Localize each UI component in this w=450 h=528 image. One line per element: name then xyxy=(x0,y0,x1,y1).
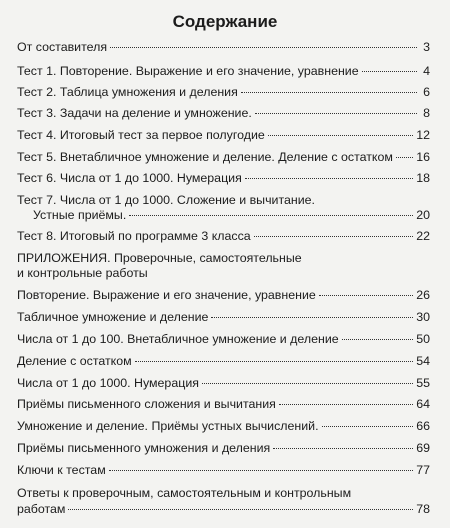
dot-leader xyxy=(245,178,413,179)
toc-entry-test-1[interactable] xyxy=(17,64,430,78)
toc-entry-label: Повторение. Выражение и его значение, уравнение xyxy=(17,288,316,302)
toc-page-number: 50 xyxy=(416,332,430,346)
toc-entry-answers[interactable] xyxy=(17,486,430,516)
toc-page-number: 55 xyxy=(416,376,430,390)
toc-page-number: 66 xyxy=(416,419,430,433)
toc-entry-label: Тест 2. Таблица умножения и деления xyxy=(17,85,238,99)
dot-leader xyxy=(254,236,414,237)
dot-leader xyxy=(362,71,417,72)
toc-entry-test-7[interactable] xyxy=(17,193,430,222)
toc-page-number: 64 xyxy=(416,397,430,411)
toc-page-number: 77 xyxy=(416,463,430,477)
toc-entry-label-line1: Ответы к проверочным, самостоятельным и контрольным xyxy=(17,486,352,500)
toc-entry-test-2[interactable] xyxy=(17,85,430,99)
dot-leader xyxy=(202,383,413,384)
dot-leader xyxy=(129,215,413,216)
dot-leader xyxy=(322,426,414,427)
toc-entry-label: Умножение и деление. Приёмы устных вычислений. xyxy=(17,419,319,433)
toc-entry-test-5[interactable] xyxy=(17,150,430,164)
toc-entry-test-3[interactable] xyxy=(17,106,430,120)
toc-entry-label: Деление с остатком xyxy=(17,354,132,368)
toc-entry-label: Тест 3. Задачи на деление и умножение. xyxy=(17,106,252,120)
dot-leader xyxy=(279,404,413,405)
toc-entry-label: Тест 4. Итоговый тест за первое полугодие xyxy=(17,128,265,142)
dot-leader xyxy=(255,113,417,114)
toc-entry-label-line2: Устные приёмы. xyxy=(33,208,127,222)
toc-entry-label: Табличное умножение и деление xyxy=(17,310,209,324)
toc-entry-label: Тест 1. Повторение. Выражение и его значение, уравнение xyxy=(17,64,359,78)
toc-page-number: 8 xyxy=(423,106,430,120)
toc-entry-appendix-7[interactable] xyxy=(17,419,430,433)
toc-entry-label: Тест 6. Числа от 1 до 1000. Нумерация xyxy=(17,171,242,185)
toc-entry-appendix-8[interactable] xyxy=(17,441,430,455)
toc-entry-answer-keys[interactable] xyxy=(17,463,430,477)
toc-page-number: 4 xyxy=(423,64,430,78)
toc-entry-appendix-2[interactable] xyxy=(17,310,430,324)
toc-page-number: 18 xyxy=(416,171,430,185)
toc-page-number: 20 xyxy=(416,208,430,222)
dot-leader xyxy=(319,295,413,296)
toc-entry-appendix-6[interactable] xyxy=(17,397,430,411)
page-title: Содержание xyxy=(172,12,278,31)
appendix-heading-line1: ПРИЛОЖЕНИЯ. Проверочные, самостоятельные xyxy=(17,251,302,265)
toc-page-number: 69 xyxy=(416,441,430,455)
toc-page-number: 54 xyxy=(416,354,430,368)
dot-leader xyxy=(110,47,417,48)
dot-leader xyxy=(342,339,414,340)
toc-page-number: 30 xyxy=(416,310,430,324)
toc-entry-label: Числа от 1 до 1000. Нумерация xyxy=(17,376,199,390)
toc-entry-label: Числа от 1 до 100. Внетабличное умножение и деление xyxy=(17,332,339,346)
toc-entry-appendix-5[interactable] xyxy=(17,376,430,390)
dot-leader xyxy=(109,470,413,471)
toc-page-number: 12 xyxy=(416,128,430,142)
toc-entry-appendix-1[interactable] xyxy=(17,288,430,302)
toc-entry-label-line2: работам xyxy=(17,502,66,516)
toc-entry-label-line1: Тест 7. Числа от 1 до 1000. Сложение и вычитание. xyxy=(17,193,315,207)
dot-leader xyxy=(211,317,413,318)
dot-leader xyxy=(273,448,413,449)
toc-page-number: 26 xyxy=(416,288,430,302)
dot-leader xyxy=(135,361,414,362)
toc-entry-label: Приёмы письменного сложения и вычитания xyxy=(17,397,276,411)
toc-page-number: 78 xyxy=(416,502,430,516)
toc-entry-test-4[interactable] xyxy=(17,128,430,142)
toc-page-number: 16 xyxy=(416,150,430,164)
toc-entry-appendix-4[interactable] xyxy=(17,354,430,368)
toc-entry-label: Ключи к тестам xyxy=(17,463,106,477)
dot-leader xyxy=(268,135,413,136)
toc-entry-label: Приёмы письменного умножения и деления xyxy=(17,441,271,455)
appendix-heading xyxy=(17,251,430,280)
dot-leader xyxy=(396,157,413,158)
toc-page-number: 22 xyxy=(416,229,430,243)
toc-page-number: 3 xyxy=(423,40,430,54)
toc-entry-test-8[interactable] xyxy=(17,229,430,243)
toc-entry-label: От составителя xyxy=(17,40,108,54)
toc-entry-test-6[interactable] xyxy=(17,171,430,185)
appendix-heading-line2: и контрольные работы xyxy=(17,266,148,280)
dot-leader xyxy=(68,509,413,510)
toc-page-number: 6 xyxy=(423,85,430,99)
toc-entry-label: Тест 8. Итоговый по программе 3 класса xyxy=(17,229,251,243)
toc-entry-label: Тест 5. Внетабличное умножение и деление. Деление с остатком xyxy=(17,150,393,164)
toc-entry-preface[interactable] xyxy=(17,40,430,54)
toc-entry-appendix-3[interactable] xyxy=(17,332,430,346)
dot-leader xyxy=(241,92,417,93)
